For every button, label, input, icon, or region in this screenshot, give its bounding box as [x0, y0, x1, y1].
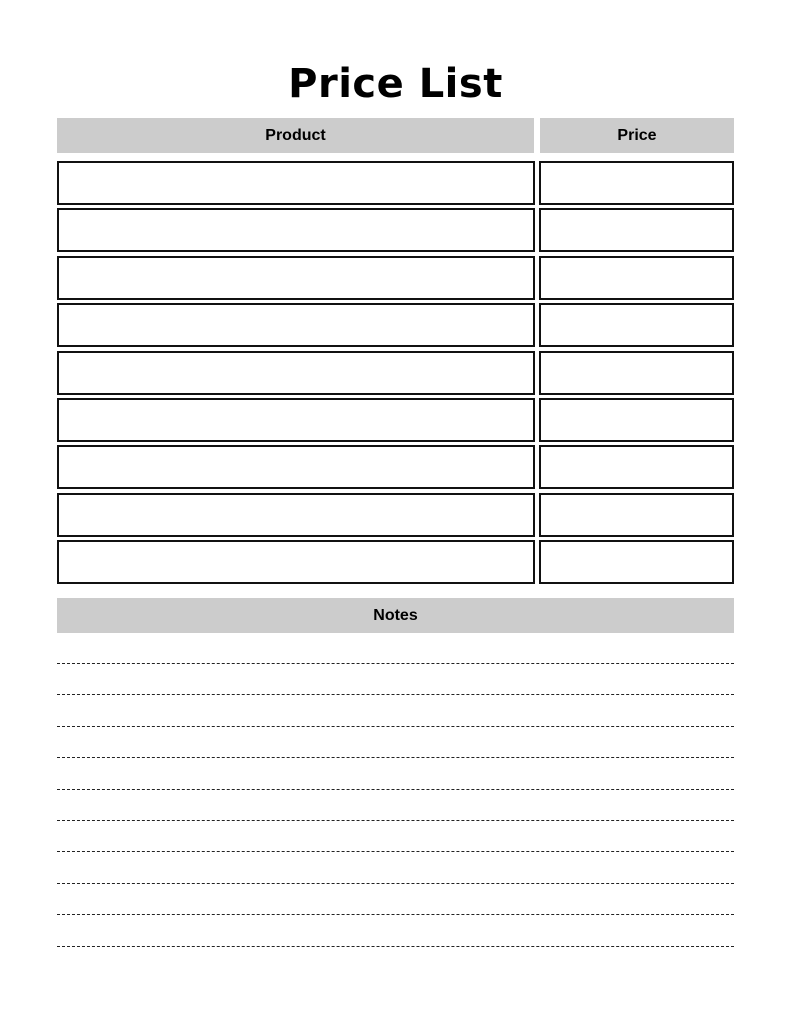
note-line[interactable]	[57, 757, 734, 758]
price-cell[interactable]	[539, 540, 734, 584]
table-row	[57, 493, 734, 537]
price-cell[interactable]	[539, 493, 734, 537]
product-cell[interactable]	[57, 398, 535, 442]
price-column-header: Price	[540, 118, 734, 153]
price-cell[interactable]	[539, 208, 734, 252]
note-line[interactable]	[57, 663, 734, 664]
table-row	[57, 445, 734, 489]
table-row	[57, 303, 734, 347]
price-cell[interactable]	[539, 398, 734, 442]
price-cell[interactable]	[539, 256, 734, 300]
price-table	[57, 161, 734, 588]
note-line[interactable]	[57, 726, 734, 727]
product-cell[interactable]	[57, 256, 535, 300]
product-cell[interactable]	[57, 303, 535, 347]
table-row	[57, 398, 734, 442]
price-cell[interactable]	[539, 445, 734, 489]
note-line[interactable]	[57, 914, 734, 915]
note-line[interactable]	[57, 694, 734, 695]
note-line[interactable]	[57, 820, 734, 821]
price-cell[interactable]	[539, 351, 734, 395]
price-cell[interactable]	[539, 161, 734, 205]
notes-area[interactable]	[57, 663, 734, 977]
product-cell[interactable]	[57, 540, 535, 584]
table-row	[57, 351, 734, 395]
table-row	[57, 256, 734, 300]
product-cell[interactable]	[57, 445, 535, 489]
notes-header: Notes	[57, 598, 734, 633]
product-cell[interactable]	[57, 161, 535, 205]
product-cell[interactable]	[57, 493, 535, 537]
table-row	[57, 208, 734, 252]
note-line[interactable]	[57, 883, 734, 884]
product-cell[interactable]	[57, 208, 535, 252]
table-row	[57, 540, 734, 584]
note-line[interactable]	[57, 946, 734, 947]
page-title: Price List	[288, 61, 503, 107]
note-line[interactable]	[57, 789, 734, 790]
table-row	[57, 161, 734, 205]
product-column-header: Product	[57, 118, 534, 153]
price-cell[interactable]	[539, 303, 734, 347]
note-line[interactable]	[57, 851, 734, 852]
product-cell[interactable]	[57, 351, 535, 395]
